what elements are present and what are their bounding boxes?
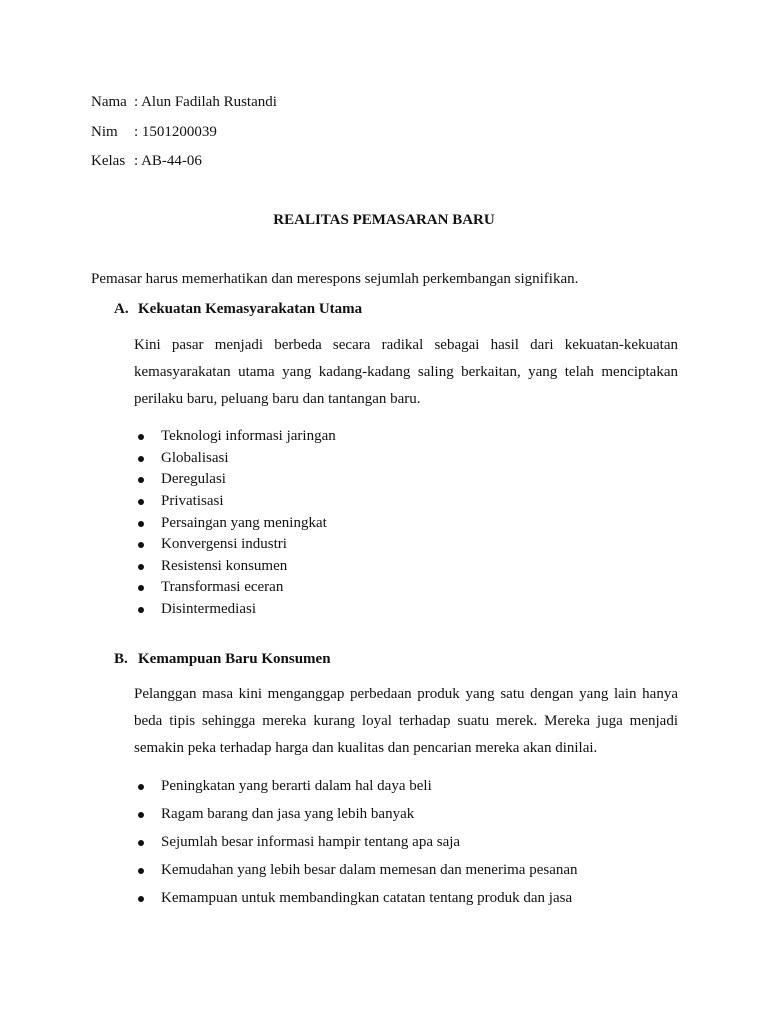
list-item-text: Ragam barang dan jasa yang lebih banyak [161, 806, 415, 822]
bullet-icon [138, 896, 144, 902]
list-item-text: Deregulasi [161, 471, 226, 487]
list-item-text: Kemudahan yang lebih besar dalam memesan dan menerima pesanan [161, 862, 578, 878]
bullet-icon [138, 456, 144, 462]
section-b-paragraph-line: beda tipis sehingga mereka kurang loyal terhadap suatu merek. Mereka juga menjadi [134, 713, 678, 729]
section-b-paragraph-line: semakin peka terhadap harga dan kualitas dan pencarian mereka akan dinilai. [134, 740, 598, 756]
list-item-text: Konvergensi industri [161, 536, 287, 552]
section-a-letter: A. [114, 301, 129, 317]
section-b-title: Kemampuan Baru Konsumen [138, 651, 331, 667]
list-item-text: Transformasi eceran [161, 579, 284, 595]
bullet-icon [138, 607, 144, 613]
kelas-value: : AB-44-06 [134, 153, 202, 169]
bullet-icon [138, 812, 144, 818]
nim-value: : 1501200039 [134, 124, 217, 140]
bullet-icon [138, 542, 144, 548]
bullet-icon [138, 477, 144, 483]
section-b-letter: B. [114, 651, 128, 667]
list-item-text: Teknologi informasi jaringan [161, 428, 336, 444]
name-value: : Alun Fadilah Rustandi [134, 94, 277, 110]
list-item-text: Resistensi konsumen [161, 558, 288, 574]
section-a-paragraph-line: perilaku baru, peluang baru dan tantangan baru. [134, 391, 421, 407]
list-item-text: Sejumlah besar informasi hampir tentang apa saja [161, 834, 461, 850]
intro-paragraph: Pemasar harus memerhatikan dan merespons sejumlah perkembangan signifikan. [91, 271, 579, 287]
list-item-text: Globalisasi [161, 450, 229, 466]
document-title: REALITAS PEMASARAN BARU [273, 212, 495, 228]
list-item-text: Peningkatan yang berarti dalam hal daya beli [161, 778, 432, 794]
kelas-label: Kelas [91, 153, 126, 169]
section-a-paragraph-line: Kini pasar menjadi berbeda secara radikal sebagai hasil dari kekuatan-kekuatan [134, 337, 678, 353]
bullet-icon [138, 521, 144, 527]
bullet-icon [138, 499, 144, 505]
bullet-icon [138, 564, 144, 570]
bullet-icon [138, 868, 144, 874]
list-item-text: Kemampuan untuk membandingkan catatan tentang produk dan jasa [161, 890, 573, 906]
list-item-text: Disintermediasi [161, 601, 256, 617]
list-item-text: Persaingan yang meningkat [161, 515, 327, 531]
section-b-paragraph-line: Pelanggan masa kini menganggap perbedaan produk yang satu dengan yang lain hanya [134, 686, 678, 702]
bullet-icon [138, 585, 144, 591]
nim-label: Nim [91, 124, 118, 140]
bullet-icon [138, 784, 144, 790]
list-item-text: Privatisasi [161, 493, 224, 509]
section-a-title: Kekuatan Kemasyarakatan Utama [138, 301, 363, 317]
section-a-paragraph-line: kemasyarakatan utama yang kadang-kadang saling berkaitan, yang telah menciptakan [134, 364, 678, 380]
bullet-icon [138, 840, 144, 846]
bullet-icon [138, 434, 144, 440]
name-label: Nama [91, 94, 127, 110]
